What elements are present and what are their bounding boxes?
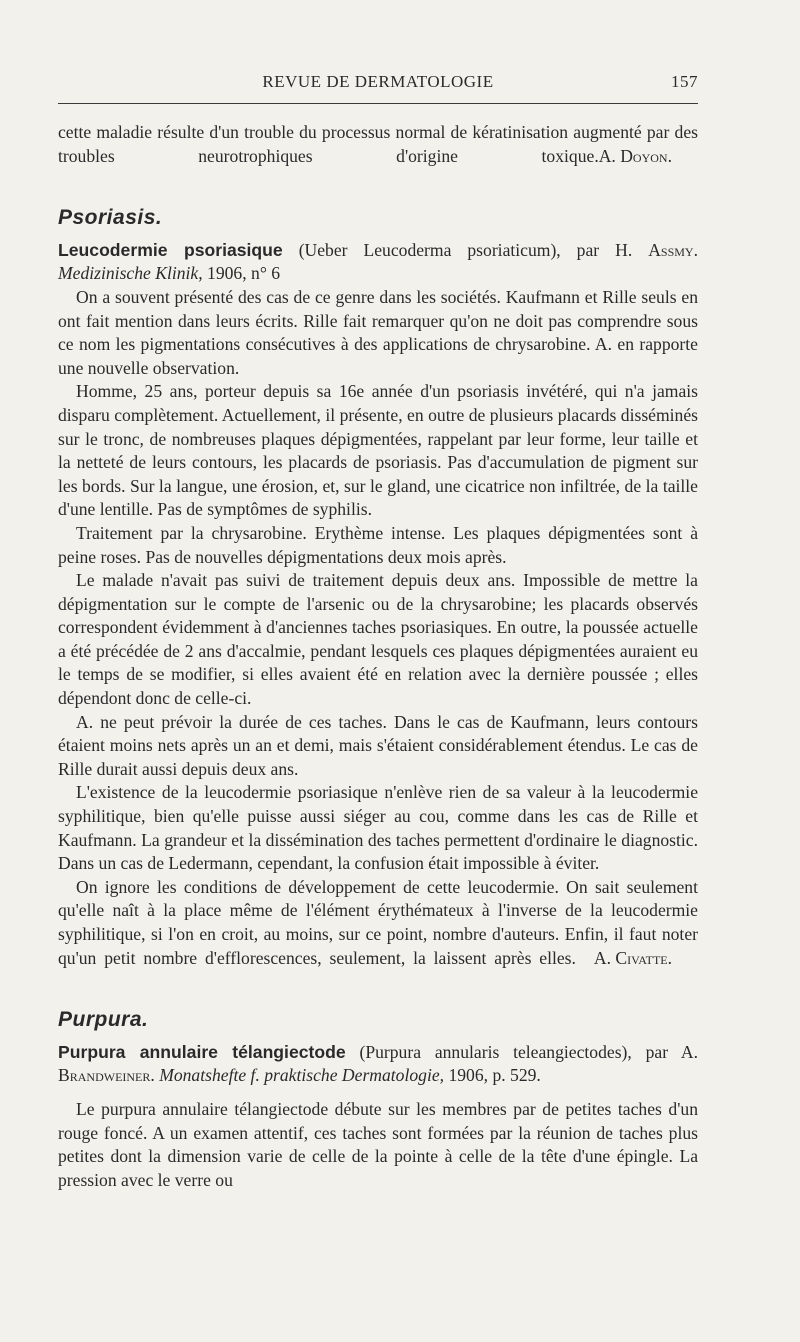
psoriasis-paragraph: Homme, 25 ans, porteur depuis sa 16e année d'un psoriasis invétéré, qui n'a jamais disparu complètement. Actuellement, il présente, en outre de plusieurs placards disséminés sur le tronc, de nombreuses plaques dépigmentées, rappelant par leur forme, leur taille et la netteté de leurs contours, les placards de psoriasis. Pas d'accumulation de pigment sur les bords. Sur la langue, une érosion, et, sur le gland, une cicatrice non infiltrée, de la taille d'une lentille. Pas de symptômes de syphilis. — [58, 381, 698, 520]
intro-signature: A. Doyon. — [598, 145, 672, 166]
header-rule — [58, 103, 698, 104]
psoriasis-paragraph: Traitement par la chrysarobine. Erythème intense. Les plaques dépigmentées sont à peine roses. Pas de nouvelles dépigmentations deux mois après. — [58, 522, 698, 567]
psoriasis-paragraph: Le malade n'avait pas suivi de traitement depuis deux ans. Impossible de mettre la dépigmentation sur le compte de l'arsenic ou de la chrysarobine; les placards observés correspondent évidemment à d'anciennes taches psoriasiques. En outre, la poussée actuelle a été précédée de 2 ans d'accalmie, pendant lesquels ces plaques dépigmentées auraient eu le temps de se modifier, si elles avaient été en relation avec la dernière poussée ; elles dépendont donc de celle-ci. — [58, 570, 698, 709]
purpura-entry-author: Brandweiner — [58, 1065, 151, 1086]
section-heading-psoriasis: Psoriasis. — [58, 205, 163, 229]
psoriasis-signature: A. Civatte. — [593, 947, 672, 968]
psoriasis-entry-journal: Medizinische Klinik, — [58, 263, 203, 284]
page-number: 157 — [671, 72, 698, 91]
section-heading-purpura: Purpura. — [58, 1007, 149, 1031]
psoriasis-paragraph: L'existence de la leucodermie psoriasique n'enlève rien de sa valeur à la leucodermie syphilitique, bien qu'elle puisse aussi siéger au cou, comme dans les cas de Rille et Kaufmann. La grandeur et la dissémination des taches permettent d'ordinaire le diagnostic. Dans un cas de Ledermann, cependant, la confusion était impossible à éviter. — [58, 782, 698, 874]
purpura-entry-original: (Purpura annularis teleangiectodes), par A. — [345, 1041, 698, 1062]
purpura-entry-title: Purpura annulaire télangiectode — [58, 1041, 346, 1062]
psoriasis-last-paragraph — [58, 876, 698, 994]
intro-text: cette maladie résulte d'un trouble du processus normal de kératinisation augmenté par des troubles neurotrophiques d'origine toxique. — [58, 122, 698, 166]
psoriasis-paragraph: A. ne peut prévoir la durée de ces taches. Dans le cas de Kaufmann, leurs contours étaient moins nets après un an et demi, mais s'étaient considérablement étendus. Le cas de Rille durait aussi depuis deux ans. — [58, 711, 698, 779]
journal-title: REVUE DE DERMATOLOGIE — [262, 72, 494, 91]
psoriasis-entry-header — [58, 239, 698, 286]
purpura-entry-header — [58, 1041, 698, 1088]
psoriasis-entry-author: Assmy — [648, 239, 694, 260]
intro-paragraph — [58, 121, 698, 192]
purpura-entry-journal: Monatshefte f. praktische Dermatologie, — [159, 1065, 445, 1086]
psoriasis-entry-sep: . — [693, 239, 698, 260]
psoriasis-paragraph-text: On ignore les conditions de développement de cette leucodermie. On sait seulement qu'elle naît à la place même de l'élément érythémateux à l'inverse de la leucodermie syphilitique, si l'on en croit, au moins, sur ce point, nombre d'auteurs. Enfin, il faut noter qu'un petit nombre d'efflorescences, seulement, la laissent après elles. — [58, 876, 698, 968]
psoriasis-entry-original: (Ueber Leucoderma psoriaticum), par H. — [282, 239, 649, 260]
purpura-entry-sep: . — [150, 1065, 160, 1086]
article-body — [58, 121, 698, 1192]
psoriasis-entry-ref: 1906, n° 6 — [202, 263, 281, 284]
psoriasis-paragraph: On a souvent présenté des cas de ce genre dans les sociétés. Kaufmann et Rille seuls en ont fait mention dans leurs écrits. Rille fait remarquer qu'on ne doit pas comprendre sous ce nom les pigmentations consécutives à des applications de chrysarobine. A. en rapporte une nouvelle observation. — [58, 286, 698, 378]
psoriasis-entry-title: Leucodermie psoriasique — [58, 239, 283, 260]
purpura-paragraph: Le purpura annulaire télangiectode débute sur les membres par de petites taches d'un rouge foncé. A un examen attentif, ces taches sont formées par la réunion de taches plus petites dont la dimension varie de celle de la pointe à celle de la tête d'une épingle. La pression avec le verre ou — [58, 1098, 698, 1190]
purpura-entry-ref: 1906, p. 529. — [444, 1065, 541, 1086]
